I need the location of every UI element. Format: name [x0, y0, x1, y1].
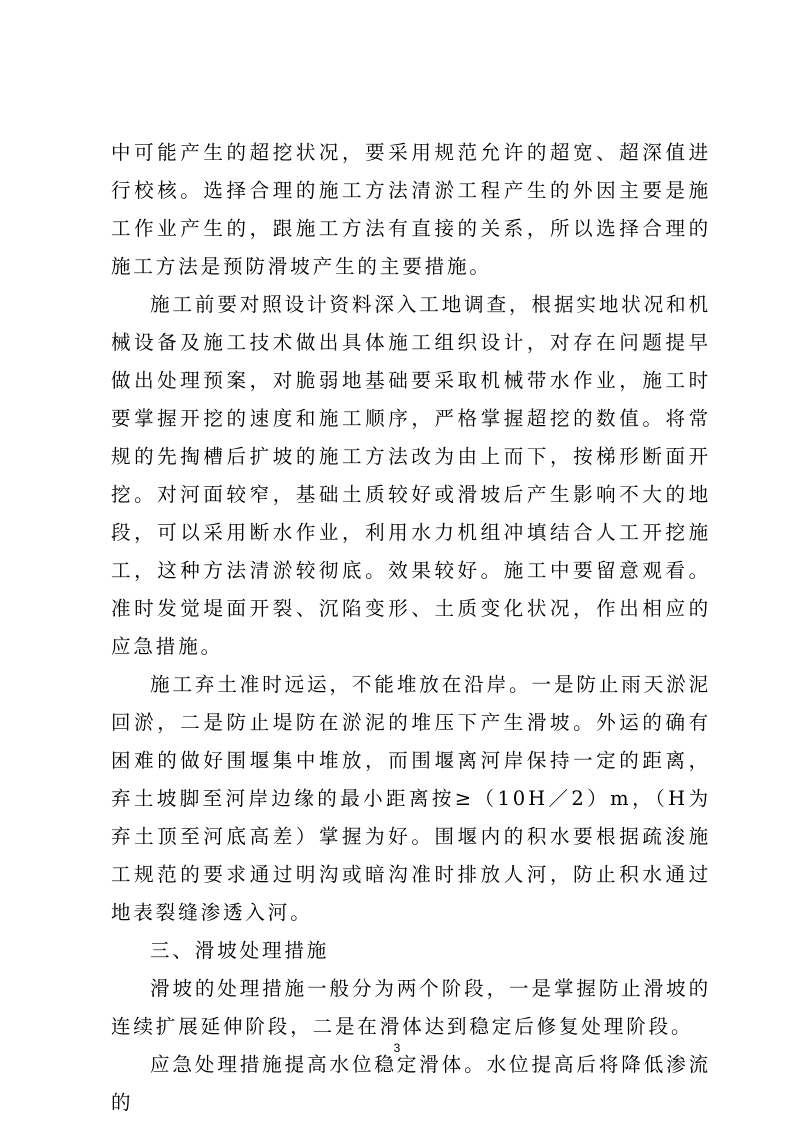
document-body: [111, 134, 711, 1122]
paragraph-emergency-measures: 应急处理措施提高水位稳定滑体。水位提高后将降低渗流的: [111, 1053, 711, 1114]
paragraph-continuation: 中可能产生的超挖状况，要采用规范允许的超宽、超深值进行校核。选择合理的施工方法清淤工程产生的外因主要是施工作业产生的，跟施工方法有直接的关系，所以选择合理的施工方法是预防滑坡产生的主要措施。: [111, 141, 711, 278]
paragraph-construction-plan: 施工前要对照设计资料深入工地调查，根据实地状况和机械设备及施工技术做出具体施工组织设计，对存在问题提早做出处理预案，对脆弱地基础要采取机械带水作业，施工时要掌握开挖的速度和施工顺序，严格掌握超挖的数值。将常规的先掏槽后扩坡的施工方法改为由上而下，按梯形断面开挖。对河面较窄，基础土质较好或滑坡后产生影响不大的地段，可以采用断水作业，利用水力机组冲填结合人工开挖施工，这种方法清淤较彻底。效果较好。施工中要留意观看。准时发觉堤面开裂、沉陷变形、土质变化状况，作出相应的应急措施。: [111, 293, 711, 658]
section-heading: 三、滑坡处理措施: [150, 939, 330, 962]
paragraph-spoil-disposal: 施工弃土准时远运，不能堆放在沿岸。一是防止雨天淤泥回淤，二是防止堤防在淤泥的堆压下产生滑坡。外运的确有困难的做好围堰集中堆放，而围堰离河岸保持一定的距离，弃土坡脚至河岸边缘的最小距离按≥（10H／2）m，（H为弃土顶至河底高差）掌握为好。围堰内的积水要根据疏浚施工规范的要求通过明沟或暗沟准时排放人河，防止积水通过地表裂缝渗透入河。: [111, 673, 711, 924]
paragraph-treatment-stages: 滑坡的处理措施一般分为两个阶段，一是掌握防止滑坡的连续扩展延伸阶段，二是在滑体达到稳定后修复处理阶段。: [111, 977, 711, 1038]
page-number: 3: [393, 1041, 401, 1055]
